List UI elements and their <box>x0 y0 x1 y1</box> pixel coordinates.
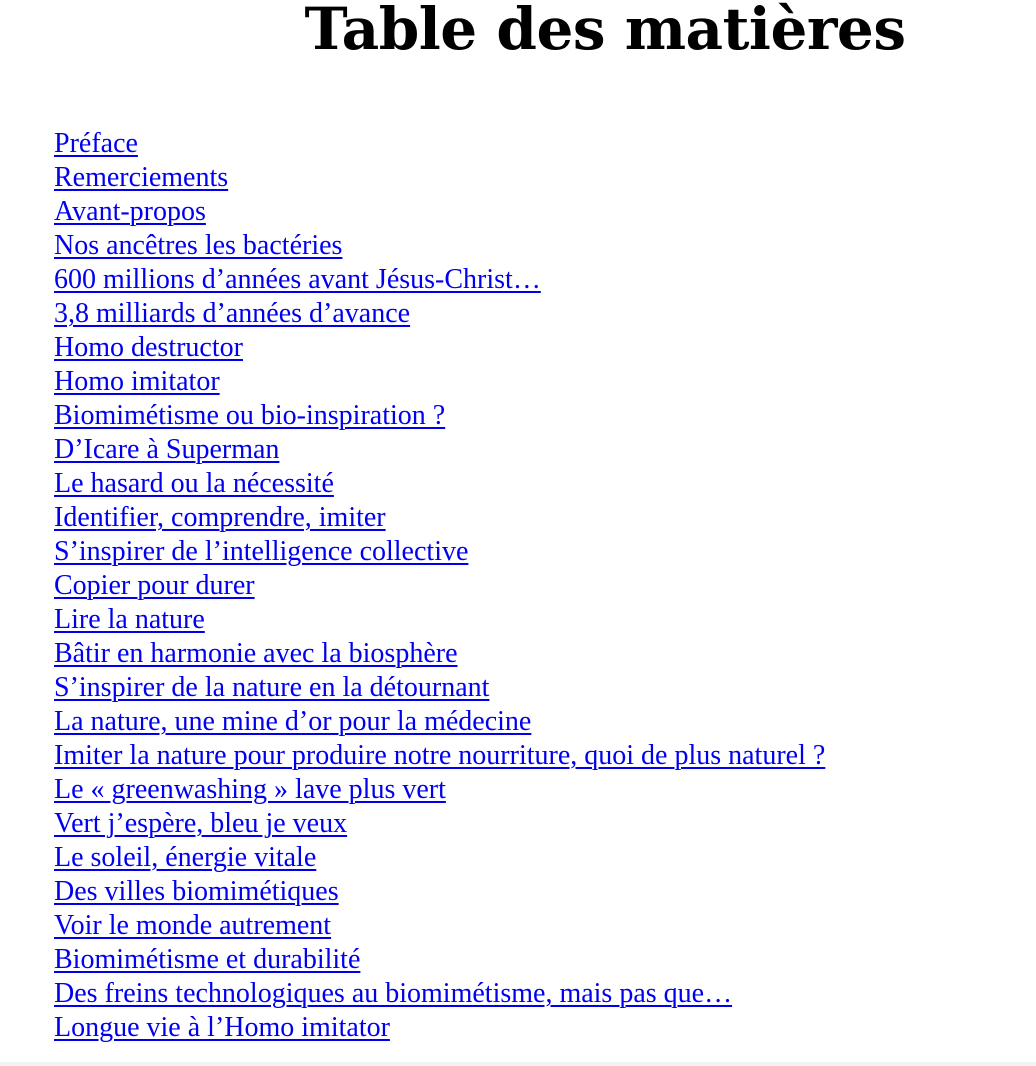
toc-item <box>54 977 825 1011</box>
toc-link[interactable]: Homo imitator <box>54 366 220 397</box>
toc-link[interactable]: S’inspirer de la nature en la détournant <box>54 672 490 703</box>
toc-item <box>54 229 825 263</box>
toc-link[interactable]: S’inspirer de l’intelligence collective <box>54 536 469 567</box>
page-title: Table des matières <box>304 0 906 63</box>
toc-item <box>54 433 825 467</box>
toc-item <box>54 1011 825 1045</box>
toc-item <box>54 943 825 977</box>
toc-link[interactable]: La nature, une mine d’or pour la médecine <box>54 706 532 737</box>
toc-item <box>54 127 825 161</box>
toc-item <box>54 807 825 841</box>
toc-item <box>54 773 825 807</box>
toc-link[interactable]: Préface <box>54 128 138 159</box>
toc-link[interactable]: Copier pour durer <box>54 570 255 601</box>
toc-item <box>54 841 825 875</box>
toc-item <box>54 909 825 943</box>
toc-link[interactable]: Remerciements <box>54 162 229 193</box>
toc-item <box>54 365 825 399</box>
toc-link[interactable]: Biomimétisme ou bio-inspiration ? <box>54 400 446 431</box>
toc-link[interactable]: Identifier, comprendre, imiter <box>54 502 386 533</box>
toc-link[interactable]: Le soleil, énergie vitale <box>54 842 317 873</box>
toc-item <box>54 297 825 331</box>
toc-link[interactable]: Avant-propos <box>54 196 206 227</box>
toc-item <box>54 195 825 229</box>
toc-link[interactable]: Biomimétisme et durabilité <box>54 944 361 975</box>
toc-link[interactable]: 3,8 milliards d’années d’avance <box>54 298 411 329</box>
toc-link[interactable]: Bâtir en harmonie avec la biosphère <box>54 638 458 669</box>
toc-item <box>54 467 825 501</box>
toc-item <box>54 671 825 705</box>
toc-link[interactable]: Le hasard ou la nécessité <box>54 468 334 499</box>
toc-item <box>54 535 825 569</box>
bottom-divider <box>0 1062 1036 1066</box>
toc-item <box>54 161 825 195</box>
toc-item <box>54 705 825 739</box>
toc-link[interactable]: D’Icare à Superman <box>54 434 280 465</box>
toc-link[interactable]: Des villes biomimétiques <box>54 876 339 907</box>
toc-link[interactable]: Vert j’espère, bleu je veux <box>54 808 348 839</box>
toc-link[interactable]: Imiter la nature pour produire notre nourriture, quoi de plus naturel ? <box>54 740 826 771</box>
toc-link[interactable]: Homo destructor <box>54 332 243 363</box>
toc-item <box>54 875 825 909</box>
toc-link[interactable]: Longue vie à l’Homo imitator <box>54 1012 390 1043</box>
toc-link[interactable]: Voir le monde autrement <box>54 910 332 941</box>
toc-link[interactable]: 600 millions d’années avant Jésus-Christ… <box>54 264 541 295</box>
toc-item <box>54 637 825 671</box>
toc-item <box>54 569 825 603</box>
toc-item <box>54 739 825 773</box>
table-of-contents <box>54 127 825 1045</box>
toc-item <box>54 263 825 297</box>
toc-item <box>54 501 825 535</box>
toc-link[interactable]: Des freins technologiques au biomimétisme, mais pas que… <box>54 978 733 1009</box>
toc-link[interactable]: Le « greenwashing » lave plus vert <box>54 774 446 805</box>
toc-item <box>54 399 825 433</box>
toc-link[interactable]: Nos ancêtres les bactéries <box>54 230 343 261</box>
toc-item <box>54 331 825 365</box>
toc-item <box>54 603 825 637</box>
toc-link[interactable]: Lire la nature <box>54 604 205 635</box>
